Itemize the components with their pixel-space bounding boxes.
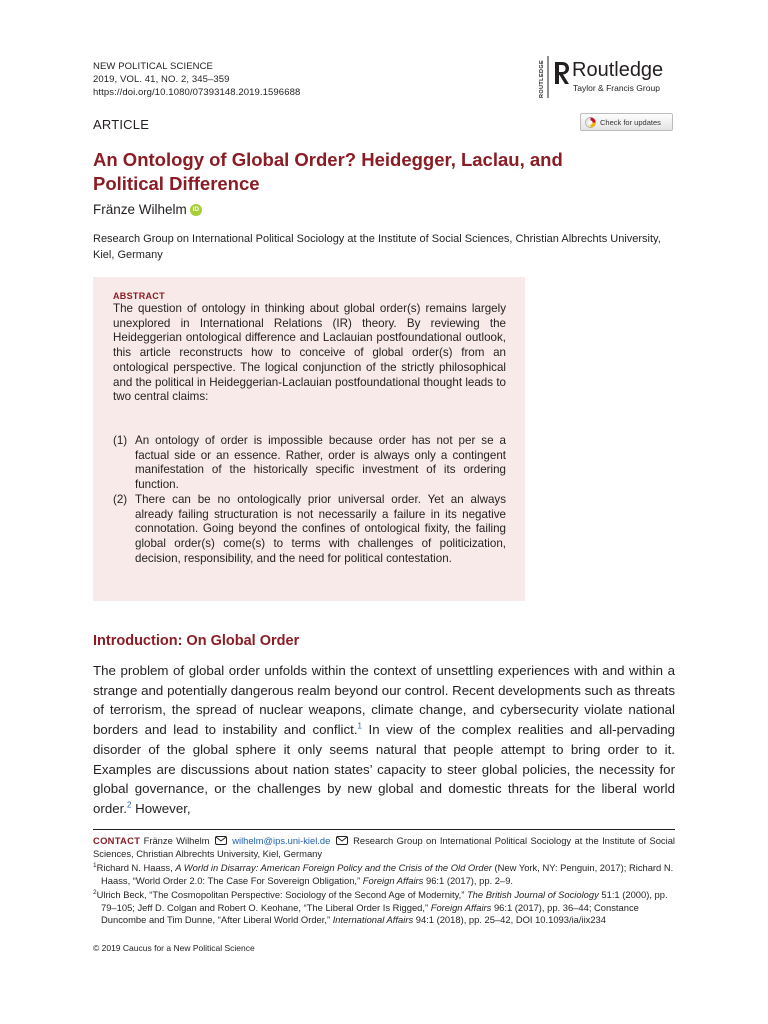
affiliation: Research Group on International Political Sociology at the Institute of Social Sciences, Christian Albrechts University, Kiel, Germany [93,233,661,261]
contact-label: CONTACT [93,835,141,846]
footnote-journal: The British Journal of Sociology [466,889,599,901]
body-text-2: In view of the complex realities and all-pervading disorder of the global sphere it only seems natural that people attempt to bring order to it. Examples are discussions about nation states’ capacity to steer global policies, the necessity for global governance, or the challenges by new global and domestic threats for the liberal world order. [93,722,675,816]
body-text-1: The problem of global order unfolds within the context of unsettling experiences with and within a strange and potentially dangerous realm beyond our control. Recent developments such as threats of terrorism, the spread of nuclear weapons, climate change, and cybersecurity violate national borders and lead to instability and conflict. [93,663,675,738]
contact-line [93,835,675,860]
publisher-name: Routledge [572,59,664,81]
footnote-2 [93,887,675,927]
footnote-text: 94:1 (2018), pp. 25–42, DOI 10.1093/ia/iix234 [413,914,606,926]
abstract-text: The question of ontology in thinking about global order(s) remains largely unexplored in International Relations (IR) theory. By reviewing the Heideggerian ontological difference and Laclauian postfoundational outlook, this article reconstructs how to conceive of global order(s) from an ontological perspective. The logical conjunction of the strictly philosophical and the political in Heideggerian-Laclauian postfoundational thought leads to two central claims: [113,302,506,404]
journal-info [93,60,300,99]
section-heading: Introduction: On Global Order [93,633,300,649]
footnote-journal: Foreign Affairs [430,901,492,913]
article-title [93,148,653,196]
claim-number: (1) [113,434,128,447]
envelope-icon [336,836,348,845]
volume-info: 2019, VOL. 41, NO. 2, 345–359 [93,74,230,85]
title-line-1: An Ontology of Global Order? Heidegger, Laclau, and [93,149,563,170]
footnote-number: 1 [93,862,97,869]
footnote-journal: Foreign Affairs [362,874,424,886]
body-paragraph [93,661,675,819]
author-line [93,202,202,217]
footnote-text: Richard N. Haass, [96,862,176,874]
footnote-journal: International Affairs [332,914,414,926]
journal-name: NEW POLITICAL SCIENCE [93,61,213,72]
article-type: ARTICLE [93,117,150,132]
orcid-icon[interactable]: iD [190,204,202,216]
contact-name: Fränze Wilhelm [143,835,210,846]
publisher-group: Taylor & Francis Group [573,83,660,93]
footnotes [93,835,675,927]
copyright: © 2019 Caucus for a New Political Science [93,943,255,953]
claim-text: An ontology of order is impossible because order has not per se a factual side or an essence. Rather, order is always only a contingent manifestation of the historically specific investment of its ordering function. [135,434,506,492]
footnote-text: Ulrich Beck, “The Cosmopolitan Perspective: Sociology of the Second Age of Modernity,” [96,889,467,901]
check-updates-button[interactable] [580,113,673,131]
abstract-heading: ABSTRACT [113,291,165,301]
footnote-book-title: A World in Disarray: American Foreign Policy and the Crisis of the Old Order [175,862,492,874]
logo-vertical-text: ROUTLEDGE [539,59,545,98]
envelope-icon [215,836,227,845]
footnote-text: 96:1 (2017), pp. 36–44; Constance Duncombe and Tim Dunne, “After Liberal World Order,” [101,901,639,926]
title-line-2: Political Difference [93,173,260,194]
abstract-claim-2 [113,493,506,567]
check-updates-icon [585,117,596,128]
claim-text: There can be no ontologically prior universal order. Yet an always already failing structuration is not necessarily a failure in its negative connotation. Going beyond the confines of ontological fixity, the failing global order(s) come(s) to terms with challenges of politicization, decision, responsibility, and the need for political contestation. [135,493,506,565]
author-name[interactable]: Fränze Wilhelm [93,202,187,217]
abstract-claim-1 [113,434,506,493]
footnote-number: 2 [93,889,97,897]
footnote-divider [93,829,675,830]
routledge-r-icon [552,60,572,86]
doi-link[interactable]: https://doi.org/10.1080/07393148.2019.1596688 [93,87,301,98]
footnote-ref-2[interactable]: 2 [127,800,132,810]
footnote-1 [93,860,675,887]
body-text-3: However, [135,800,191,816]
check-updates-label: Check for updates [600,117,661,127]
contact-email[interactable]: wilhelm@ips.uni-kiel.de [232,835,331,846]
publisher-logo[interactable] [536,56,678,98]
footnote-text: 51:1 (2000), pp. 79–105; Jeff D. Colgan and Robert O. Keohane, “The Liberal Order Is Rigged,” [101,889,668,913]
footnote-text: (New York, NY: Penguin, 2017); Richard N. Haass, “World Order 2.0: The Case For Sovereign Obligation,” [101,862,674,886]
claim-number: (2) [113,493,128,506]
footnote-text: 96:1 (2017), pp. 2–9. [423,874,514,886]
footnote-ref-1[interactable]: 1 [357,721,362,731]
contact-affiliation: Research Group on International Political Sociology at the Institute of Social Sciences, Christian Albrechts University, Kiel, Germany [93,835,675,859]
